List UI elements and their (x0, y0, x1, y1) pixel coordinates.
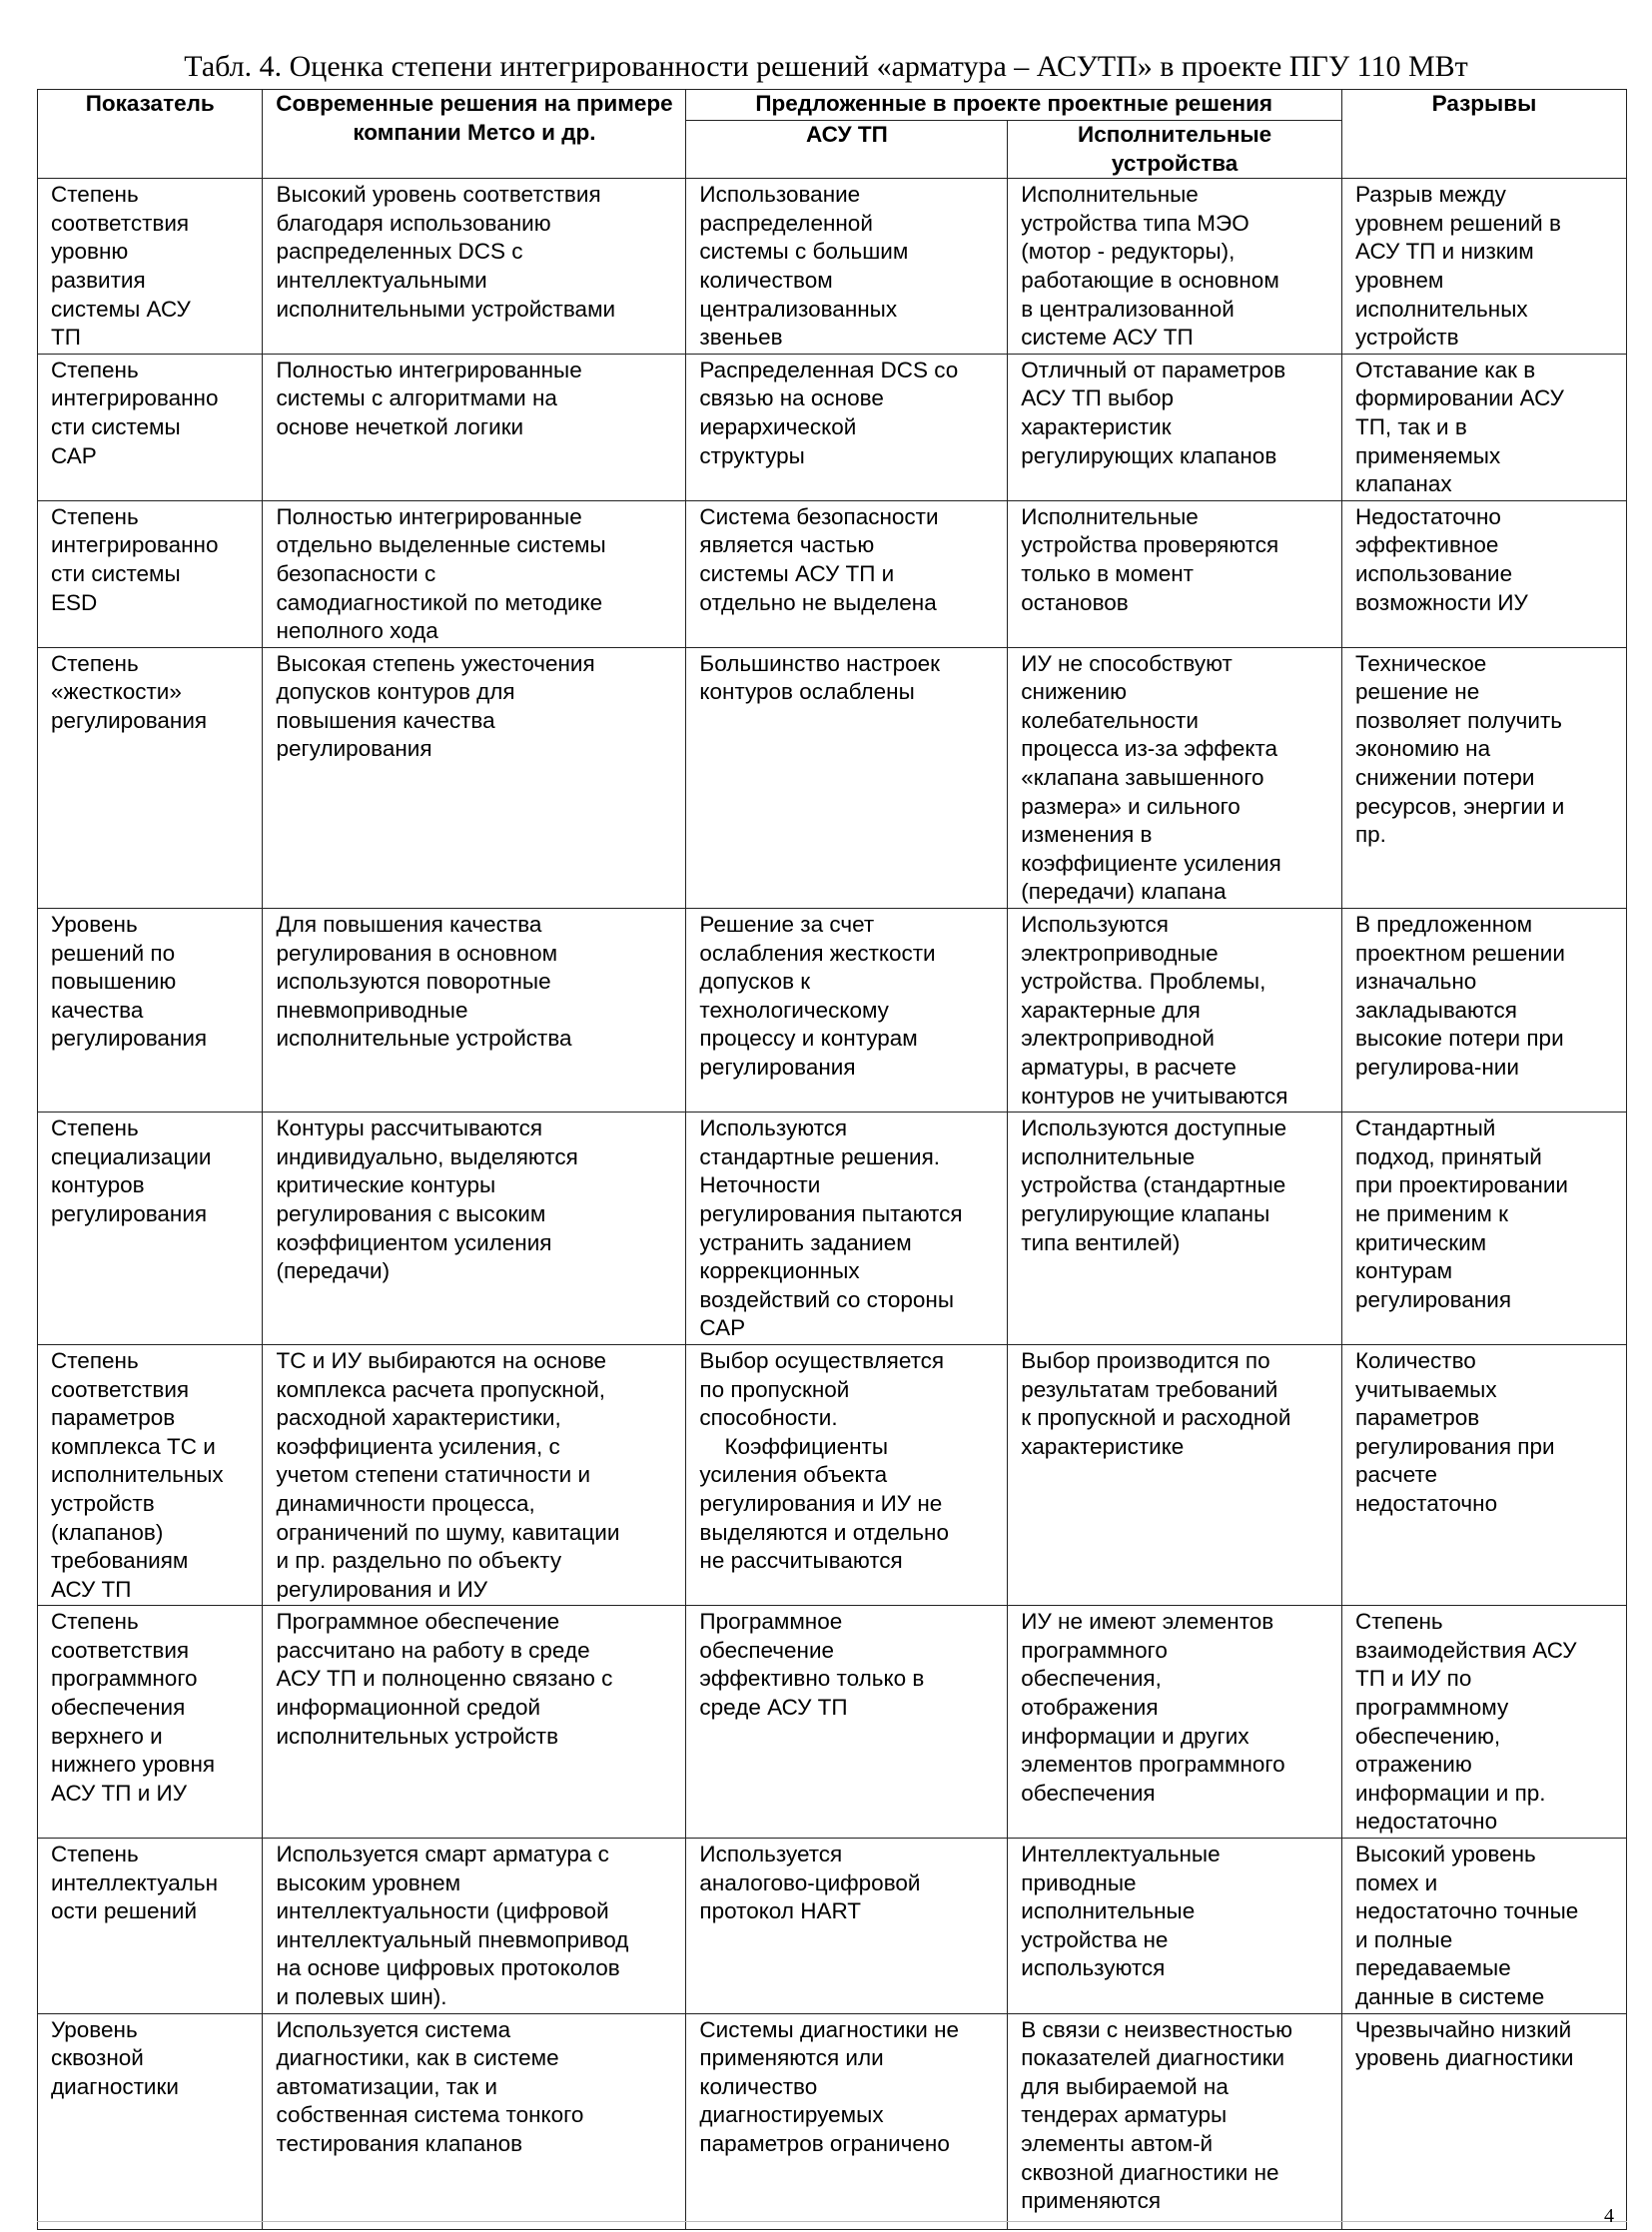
cell-modern-solution: Программное обеспечение рассчитано на работу в среде АСУ ТП и полноценно связано с информационной средой исполнительных устройств (263, 1606, 686, 1839)
cell-gaps: Разрыв между уровнем решений в АСУ ТП и низким уровнем исполнительных устройств (1341, 179, 1626, 355)
table-header (38, 90, 1627, 179)
cell-indicator: Степень соответствия программного обеспечения верхнего и нижнего уровня АСУ ТП и ИУ (38, 1606, 263, 1839)
cell-actuators: ИУ не способствуют снижению колебательности процесса из-за эффекта «клапана завышенного размера» и сильного изменения в коэффициенте усиления (передачи) клапана (1008, 647, 1342, 908)
table-row (38, 647, 1627, 908)
header-modern-solutions: Современные решения на примере компании Метсо и др. (263, 90, 686, 179)
cell-gaps: Недостаточно эффективное использование возможности ИУ (1341, 500, 1626, 647)
table-title: Табл. 4. Оценка степени интегрированности решений «арматура – АСУТП» в проекте ПГУ 110 МВт (184, 50, 1468, 83)
cell-indicator: Степень специализации контуров регулирования (38, 1113, 263, 1345)
header-gaps: Разрывы (1341, 90, 1626, 179)
cell-modern-solution: Контуры рассчитываются индивидуально, выделяются критические контуры регулирования с высоким коэффициентом усиления (передачи) (263, 1113, 686, 1345)
cell-asutp: Большинство настроек контуров ослаблены (686, 647, 1008, 908)
cell-indicator: Степень интегрированно сти системы ESD (38, 500, 263, 647)
cell-actuators: ИУ не имеют элементов программного обеспечения, отображения информации и других элементов программного обеспечения (1008, 1606, 1342, 1839)
table-row (38, 354, 1627, 500)
cell-indicator: Степень соответствия уровню развития системы АСУ ТП (38, 179, 263, 355)
cell-gaps: Техническое решение не позволяет получить экономию на снижении потери ресурсов, энергии и пр. (1341, 647, 1626, 908)
cell-gaps: Чрезвычайно низкий уровень диагностики (1341, 2013, 1626, 2229)
integration-assessment-table (37, 89, 1627, 2230)
cell-actuators: Исполнительные устройства проверяются только в момент остановов (1008, 500, 1342, 647)
cell-gaps: В предложенном проектном решении изначально закладываются высокие потери при регулирова-нии (1341, 909, 1626, 1113)
cell-modern-solution: ТС и ИУ выбираются на основе комплекса расчета пропускной, расходной характеристики, коэффициента усиления, с учетом степени статичности и динамичности процесса, ограничений по шуму, кавитации и пр. раздельно по объекту регулирования и ИУ (263, 1344, 686, 1605)
cell-asutp: Распределенная DCS со связью на основе иерархической структуры (686, 354, 1008, 500)
header-asutp: АСУ ТП (686, 121, 1008, 179)
cell-asutp: Использование распределенной системы с большим количеством централизованных звеньев (686, 179, 1008, 355)
header-proposed-solutions: Предложенные в проекте проектные решения (686, 90, 1342, 121)
table-row (38, 1113, 1627, 1345)
cell-asutp: Программное обеспечение эффективно только в среде АСУ ТП (686, 1606, 1008, 1839)
cell-actuators: Отличный от параметров АСУ ТП выбор характеристик регулирующих клапанов (1008, 354, 1342, 500)
cell-modern-solution: Полностью интегрированные системы с алгоритмами на основе нечеткой логики (263, 354, 686, 500)
cell-asutp: Системы диагностики не применяются или количество диагностируемых параметров ограничено (686, 2013, 1008, 2229)
header-actuators: Исполнительные устройства (1008, 121, 1342, 179)
cell-modern-solution: Используется система диагностики, как в системе автоматизации, так и собственная система тонкого тестирования клапанов (263, 2013, 686, 2229)
page-number: 4 (1604, 2205, 1614, 2227)
cell-gaps: Высокий уровень помех и недостаточно точные и полные передаваемые данные в системе (1341, 1839, 1626, 2014)
cell-modern-solution: Высокий уровень соответствия благодаря использованию распределенных DCS с интеллектуальными исполнительными устройствами (263, 179, 686, 355)
table-row (38, 909, 1627, 1113)
cell-modern-solution: Высокая степень ужесточения допусков контуров для повышения качества регулирования (263, 647, 686, 908)
cell-asutp: Решение за счет ослабления жесткости допусков к технологическому процессу и контурам регулирования (686, 909, 1008, 1113)
cell-modern-solution: Для повышения качества регулирования в основном используются поворотные пневмоприводные исполнительные устройства (263, 909, 686, 1113)
cell-gaps: Отставание как в формировании АСУ ТП, так и в применяемых клапанах (1341, 354, 1626, 500)
table-row (38, 500, 1627, 647)
cell-asutp: Система безопасности является частью системы АСУ ТП и отдельно не выделена (686, 500, 1008, 647)
table-row (38, 2013, 1627, 2229)
cell-asutp: Выбор осуществляется по пропускной способности. Коэффициенты усиления объекта регулирования и ИУ не выделяются и отдельно не рассчитываются (686, 1344, 1008, 1605)
table-body (38, 179, 1627, 2229)
cell-indicator: Степень интегрированно сти системы САР (38, 354, 263, 500)
cell-gaps: Количество учитываемых параметров регулирования при расчете недостаточно (1341, 1344, 1626, 1605)
cell-gaps: Степень взаимодействия АСУ ТП и ИУ по программному обеспечению, отражению информации и пр. недостаточно (1341, 1606, 1626, 1839)
cell-asutp: Используется аналогово-цифровой протокол HART (686, 1839, 1008, 2014)
table-row (38, 1606, 1627, 1839)
cell-asutp: Используются стандартные решения. Неточности регулирования пытаются устранить заданием коррекционных воздействий со стороны САР (686, 1113, 1008, 1345)
cell-actuators: Выбор производится по результатам требований к пропускной и расходной характеристике (1008, 1344, 1342, 1605)
cell-indicator: Степень соответствия параметров комплекса ТС и исполнительных устройств (клапанов) требованиям АСУ ТП (38, 1344, 263, 1605)
cell-actuators: Интеллектуальные приводные исполнительные устройства не используются (1008, 1839, 1342, 2014)
page-bottom-rule (37, 2221, 1627, 2222)
table-row (38, 179, 1627, 355)
cell-indicator: Уровень сквозной диагностики (38, 2013, 263, 2229)
cell-indicator: Степень интеллектуальн ости решений (38, 1839, 263, 2014)
table-row (38, 1839, 1627, 2014)
header-indicator: Показатель (38, 90, 263, 179)
cell-actuators: Используются доступные исполнительные устройства (стандартные регулирующие клапаны типа вентилей) (1008, 1113, 1342, 1345)
cell-actuators: Исполнительные устройства типа МЭО (мотор - редукторы), работающие в основном в централизованной системе АСУ ТП (1008, 179, 1342, 355)
cell-indicator: Уровень решений по повышению качества регулирования (38, 909, 263, 1113)
cell-indicator: Степень «жесткости» регулирования (38, 647, 263, 908)
cell-gaps: Стандартный подход, принятый при проектировании не применим к критическим контурам регулирования (1341, 1113, 1626, 1345)
cell-actuators: В связи с неизвестностью показателей диагностики для выбираемой на тендерах арматуры элементы автом-й сквозной диагностики не применяются (1008, 2013, 1342, 2229)
cell-modern-solution: Полностью интегрированные отдельно выделенные системы безопасности с самодиагностикой по методике неполного хода (263, 500, 686, 647)
cell-modern-solution: Используется смарт арматура с высоким уровнем интеллектуальности (цифровой интеллектуальный пневмопривод на основе цифровых протоколов и полевых шин). (263, 1839, 686, 2014)
cell-actuators: Используются электроприводные устройства. Проблемы, характерные для электроприводной арматуры, в расчете контуров не учитываются (1008, 909, 1342, 1113)
table-row (38, 1344, 1627, 1605)
